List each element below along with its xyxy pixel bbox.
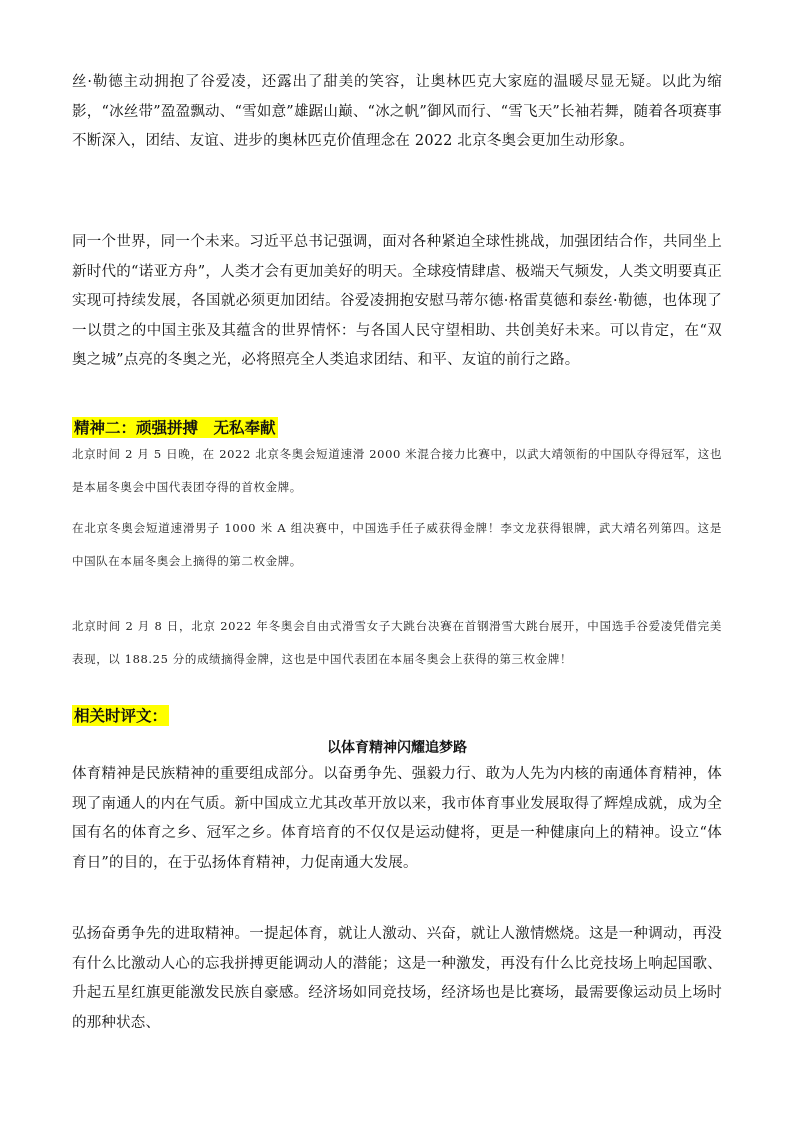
article-paragraph-1: 体育精神是民族精神的重要组成部分。以奋勇争先、强毅力行、敢为人先为内核的南通体育精神，体现了南通人的内在气质。新中国成立尤其改革开放以来，我市体育事业发展取得了辉煌成就，成为全国有名的体育之乡、冠军之乡。体育培育的不仅仅是运动健将，更是一种健康向上的精神。设立“体育日”的目的，在于弘扬体育精神，力促南通大发展。	[72, 766, 722, 871]
paragraph-2: 同一个世界，同一个未来。习近平总书记强调，面对各种紧迫全球性挑战，加强团结合作，共同坐上新时代的“诺亚方舟”，人类才会有更加美好的明天。全球疫情肆虐、极端天气频发，人类文明要真正实现可持续发展，各国就必须更加团结。谷爱凌拥抱安慰马蒂尔德·格雷莫德和泰丝·勒德，也体现了一以贯之的中国主张及其蕴含的世界情怀：与各国人民守望相助、共创美好未来。可以肯定，在“双奥之城”点亮的冬奥之光，必将照亮全人类追求团结、和平、友谊的前行之路。	[72, 234, 722, 368]
commentary-heading-text: 相关时评文：	[74, 706, 168, 725]
paragraph-1: 丝·勒德主动拥抱了谷爱凌，还露出了甜美的笑容，让奥林匹克大家庭的温暖尽显无疑。以此为缩影，“冰丝带”盈盈飘动、“雪如意”雄踞山巅、“冰之帆”御风而行、“雪飞天”长袖若舞，随着各项赛事不断深入，团结、友谊、进步的奥林匹克价值理念在 2022 北京冬奥会更加生动形象。	[72, 74, 722, 149]
news-item-2: 在北京冬奥会短道速滑男子 1000 米 A 组决赛中，中国选手任子威获得金牌！李文龙获得银牌，武大靖名列第四。这是中国队在本届冬奥会上摘得的第二枚金牌。	[72, 521, 722, 568]
section-heading-text: 精神二：顽强拼搏 无私奉献	[74, 418, 276, 437]
article-paragraph-2: 弘扬奋勇争先的进取精神。一提起体育，就让人激动、兴奋，就让人激情燃烧。这是一种调动，再没有什么比激动人心的忘我拼搏更能调动人的潜能；这是一种激发，再没有什么比竞技场上响起国歌、升起五星红旗更能激发民族自豪感。经济场如同竞技场，经济场也是比赛场，最需要像运动员上场时的那种状态、	[72, 926, 722, 1031]
news-item-3: 北京时间 2 月 8 日，北京 2022 年冬奥会自由式滑雪女子大跳台决赛在首钢滑雪大跳台展开，中国选手谷爱凌凭借完美表现，以 188.25 分的成绩摘得金牌，这也是中国代表团在本届冬奥会上获得的第三枚金牌！	[72, 619, 722, 666]
section-heading	[72, 416, 722, 438]
news-item-1: 北京时间 2 月 5 日晚，在 2022 北京冬奥会短道速滑 2000 米混合接力比赛中，以武大靖领衔的中国队夺得冠军，这也是本届冬奥会中国代表团夺得的首枚金牌。	[72, 447, 722, 494]
commentary-heading	[72, 704, 722, 726]
article-title: 以体育精神闪耀追梦路	[327, 740, 467, 756]
